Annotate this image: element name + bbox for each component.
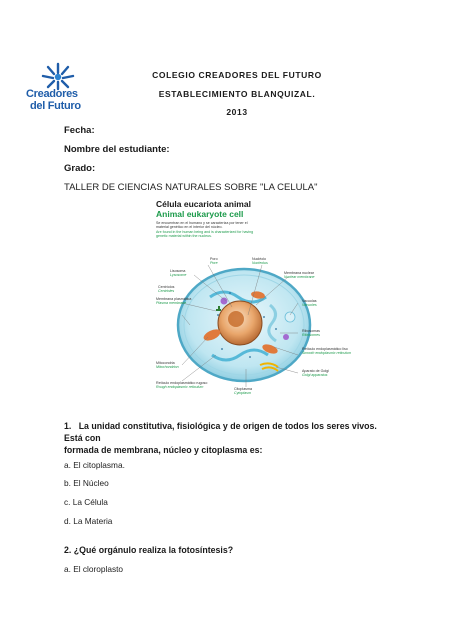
figure-desc-en-2: genetic material within the nucleus. (156, 234, 212, 238)
workshop-title: TALLER DE CIENCIAS NATURALES SOBRE "LA CELULA" (64, 182, 318, 193)
question-1-text-1: La unidad constitutiva, fisiológica y de origen de todos los seres vivos. Está con (64, 421, 377, 443)
label-golgi: Aparato de Golgi Golgi apparatus (302, 369, 329, 378)
label-nucleolus: Nucléolo Nucleolus (252, 257, 268, 266)
student-name-field-label: Nombre del estudiante: (64, 144, 170, 155)
cell-figure (152, 197, 352, 425)
question-1 (64, 420, 394, 456)
label-nuclear-membrane: Membrana nuclear Nuclear membrane (284, 271, 315, 280)
label-plasma-membrane: Membrana plasmática Plasma membrane (156, 297, 192, 306)
label-ribosomes: Ribosomas Ribosomes (302, 329, 320, 338)
question-1-number: 1. (64, 421, 72, 431)
logo-text-line1: Creadores (26, 88, 78, 100)
label-centrioles: Centríolos Centrioles (158, 285, 175, 294)
figure-desc-es-1: Se encuentran en el humano y se caracteriza por tener el (156, 221, 248, 225)
figure-title-es: Célula eucariota animal (156, 199, 251, 209)
label-vacuoles: Vacuolas Vacuoles (302, 299, 317, 308)
question-1-line-1 (64, 420, 394, 444)
logo-text-line2: del Futuro (30, 100, 81, 112)
figure-desc-en-1: Are found in the human being and is characterized for having (156, 230, 254, 234)
question-1-option-d: d. La Materia (64, 516, 113, 526)
date-field-label: Fecha: (64, 125, 95, 136)
label-rough-er: Retículo endoplasmático rugoso Rough endoplasmic reticulum (156, 381, 208, 390)
label-mitochondrion: Mitocondria Mitochondrion (156, 361, 179, 370)
school-name: COLEGIO CREADORES DEL FUTURO (152, 70, 322, 80)
question-2: 2. ¿Qué orgánulo realiza la fotosíntesis? (64, 545, 234, 555)
establishment-name: ESTABLECIMIENTO BLANQUIZAL. (158, 89, 316, 99)
label-smooth-er: Retículo endoplasmático liso Smooth endoplasmic reticulum (302, 347, 352, 356)
figure-desc-es-2: material genético en el interior del núcleo. (156, 225, 223, 229)
question-1-text-2: formada de membrana, núcleo y citoplasma es: (64, 445, 263, 455)
year: 2013 (226, 107, 248, 117)
question-1-option-a: a. El citoplasma. (64, 460, 125, 470)
question-2-option-a: a. El cloroplasto (64, 564, 124, 574)
question-1-option-c: c. La Célula (64, 497, 108, 507)
label-pore: Poro Pore (210, 257, 218, 266)
label-cytoplasm: Citoplasma Cytoplasm (234, 387, 252, 396)
question-1-option-b: b. El Núcleo (64, 478, 109, 488)
grade-field-label: Grado: (64, 163, 96, 174)
figure-title-en: Animal eukaryote cell (156, 209, 244, 219)
label-lysosome: Lisosoma Lysosome (170, 269, 187, 278)
